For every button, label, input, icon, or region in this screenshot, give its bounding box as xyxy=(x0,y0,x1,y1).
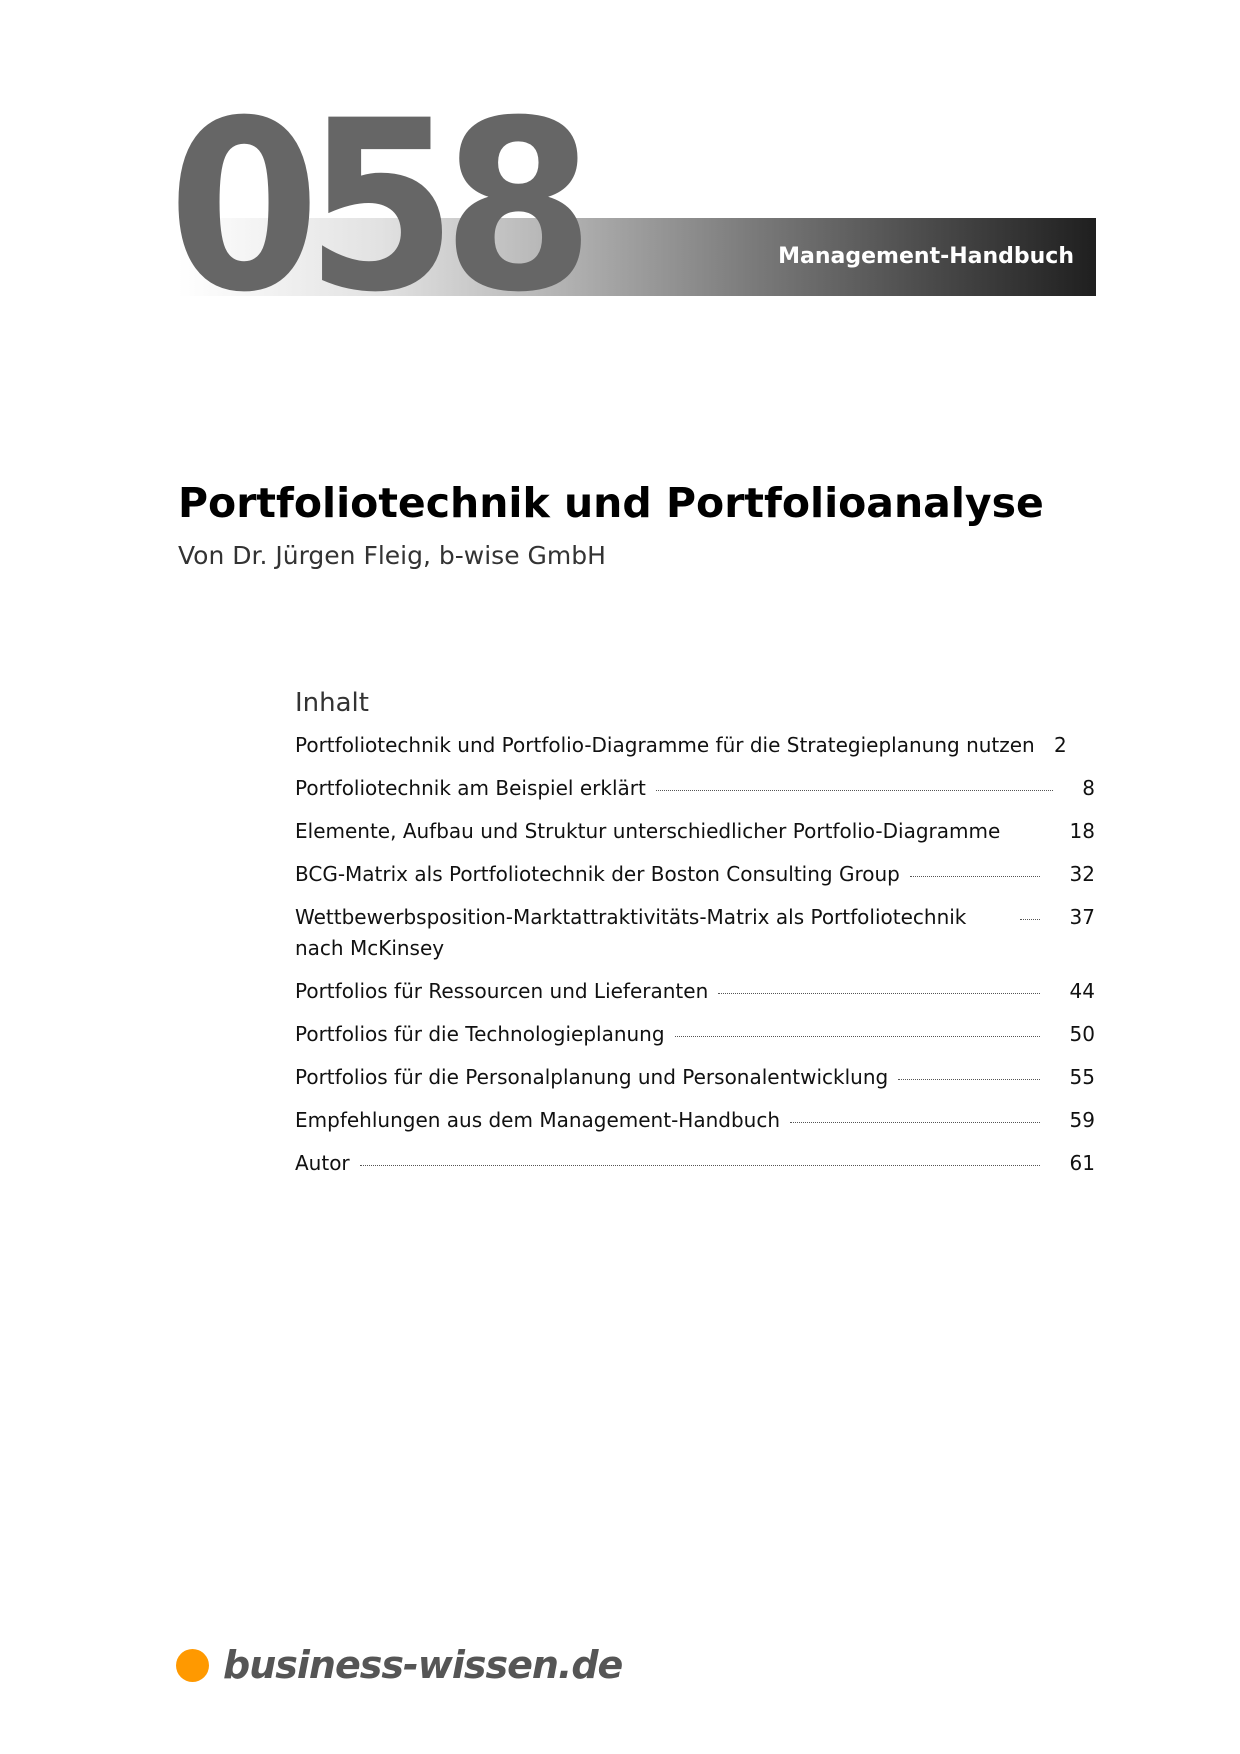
toc-entry-page: 8 xyxy=(1082,776,1095,800)
toc-entry-title: Portfolios für die Technologieplanung xyxy=(295,1022,665,1046)
toc-entry-title: Portfolios für Ressourcen und Lieferanten xyxy=(295,979,709,1003)
toc-entry[interactable] xyxy=(295,1105,1095,1136)
toc-entry[interactable] xyxy=(295,976,1095,1007)
table-of-contents xyxy=(295,684,1095,1191)
toc-entry[interactable] xyxy=(295,1148,1095,1179)
toc-entry[interactable] xyxy=(295,816,1095,847)
toc-entry-page: 44 xyxy=(1069,979,1095,1003)
toc-entry-page: 50 xyxy=(1069,1022,1095,1046)
toc-entry-page: 37 xyxy=(1069,905,1095,929)
toc-leader xyxy=(360,1165,1040,1166)
toc-entry-title: Portfoliotechnik am Beispiel erklärt xyxy=(295,776,646,800)
toc-entry[interactable] xyxy=(295,730,1095,761)
toc-leader xyxy=(898,1079,1039,1080)
series-label: Management-Handbuch xyxy=(778,244,1074,269)
toc-entry-title: Empfehlungen aus dem Management-Handbuch xyxy=(295,1108,780,1132)
business-wissen-logo[interactable] xyxy=(176,1643,622,1687)
toc-entry-title: BCG-Matrix als Portfoliotechnik der Boston Consulting Group xyxy=(295,862,900,886)
toc-entry-title: Portfoliotechnik und Portfolio-Diagramme für die Strategieplanung nutzen xyxy=(295,733,1035,757)
toc-entry-page: 32 xyxy=(1069,862,1095,886)
toc-leader xyxy=(910,876,1040,877)
toc-entry[interactable] xyxy=(295,1062,1095,1093)
toc-list xyxy=(295,730,1095,1179)
toc-entry-page: 59 xyxy=(1069,1108,1095,1132)
logo-dot-icon xyxy=(176,1649,209,1682)
toc-leader xyxy=(790,1122,1040,1123)
toc-entry-title: Wettbewerbsposition-Marktattraktivitäts-Matrix als Portfoliotechnik nach McKinsey xyxy=(295,905,967,960)
issue-number: 058 xyxy=(168,71,580,344)
document-author: Von Dr. Jürgen Fleig, b-wise GmbH xyxy=(178,541,606,570)
toc-heading: Inhalt xyxy=(295,688,369,718)
toc-entry[interactable] xyxy=(295,902,1095,964)
toc-leader xyxy=(718,993,1039,994)
toc-entry-title: Autor xyxy=(295,1151,350,1175)
toc-entry-title: Elemente, Aufbau und Struktur unterschiedlicher Portfolio-Diagramme xyxy=(295,819,1001,843)
toc-entry[interactable] xyxy=(295,773,1095,804)
toc-entry-page: 61 xyxy=(1069,1151,1095,1175)
toc-entry[interactable] xyxy=(295,859,1095,890)
toc-entry-page: 18 xyxy=(1069,819,1095,843)
logo-text: business-wissen.de xyxy=(223,1643,623,1687)
document-title: Portfoliotechnik und Portfolioanalyse xyxy=(178,479,1044,527)
toc-entry[interactable] xyxy=(295,1019,1095,1050)
toc-leader xyxy=(675,1036,1040,1037)
toc-leader xyxy=(656,790,1053,791)
toc-entry-title: Portfolios für die Personalplanung und Personalentwicklung xyxy=(295,1065,889,1089)
toc-entry-page: 2 xyxy=(1054,733,1067,757)
toc-leader xyxy=(1020,919,1040,920)
toc-entry-page: 55 xyxy=(1069,1065,1095,1089)
